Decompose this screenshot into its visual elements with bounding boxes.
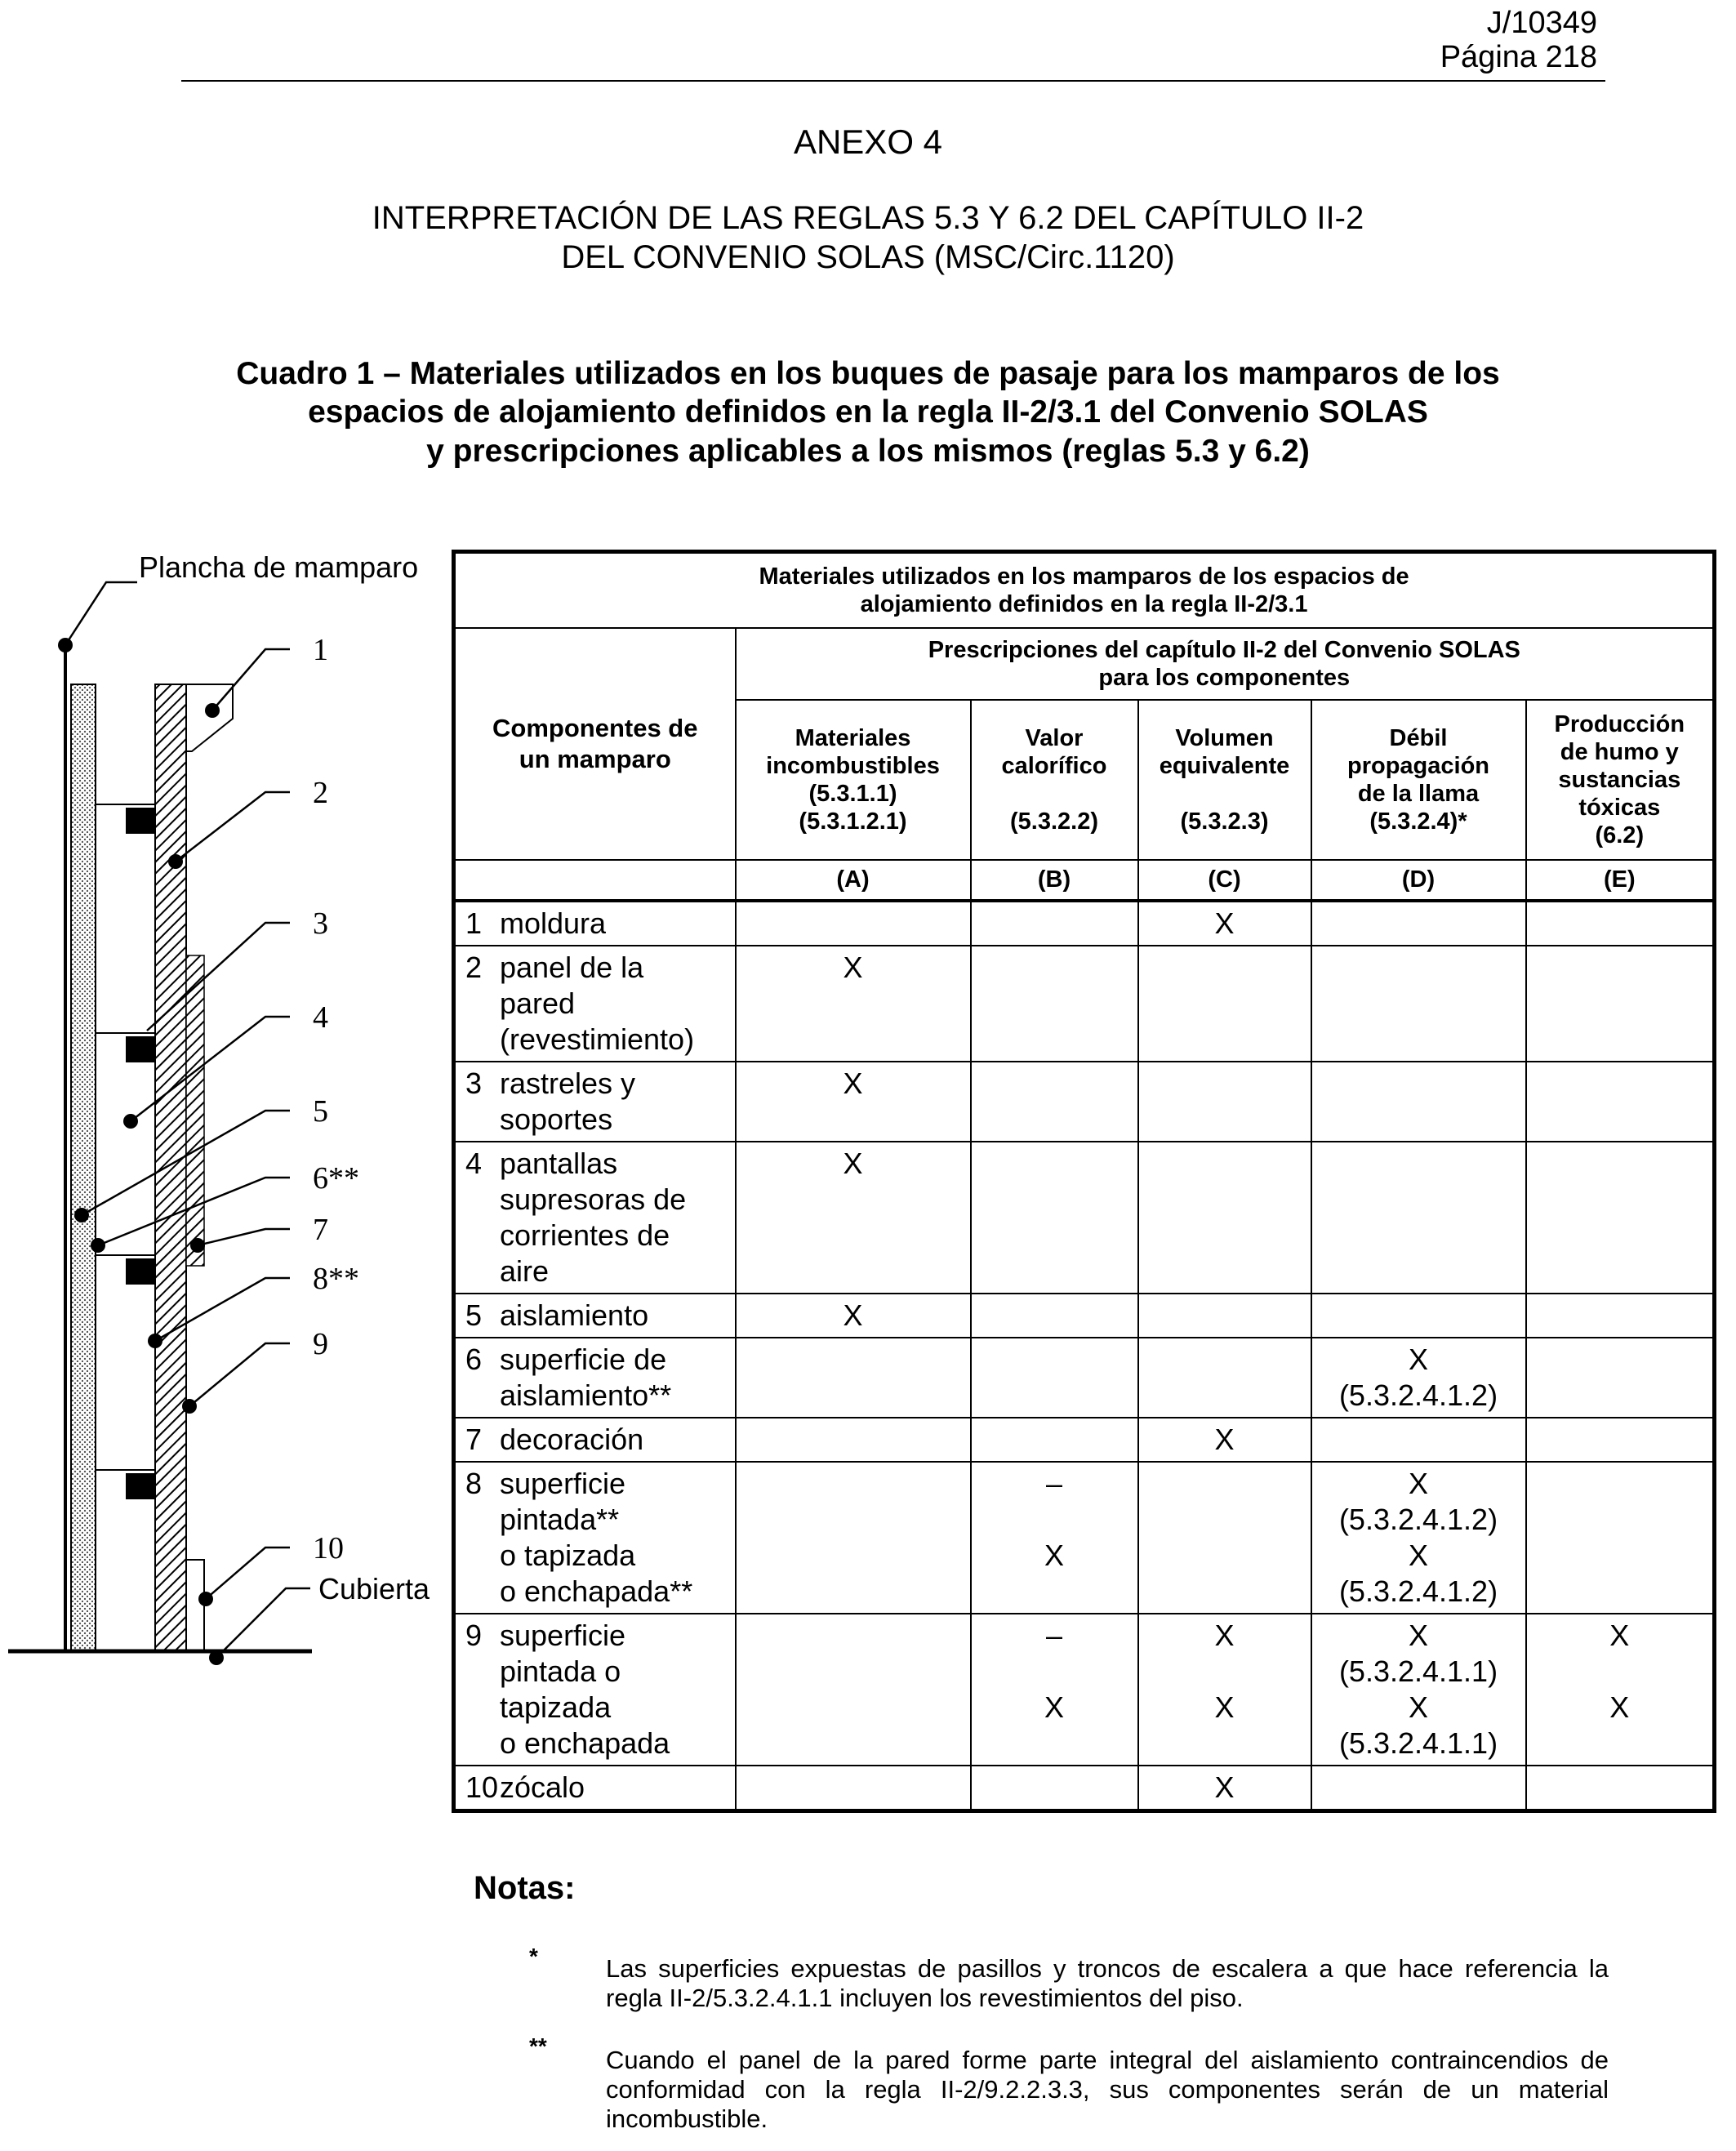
requirement-cell-d	[1311, 946, 1526, 1062]
requirement-mark: (5.3.2.4.1.2)	[1338, 1502, 1498, 1536]
component-text: pared	[500, 986, 576, 1020]
requirement-mark	[1139, 1654, 1311, 1690]
component-text: o tapizada	[500, 1538, 636, 1572]
requirement-mark: (5.3.2.4.1.1)	[1338, 1654, 1498, 1688]
requirement-cell-b	[971, 1338, 1138, 1418]
requirement-cell-c	[1138, 901, 1311, 946]
component-text: pintada**	[500, 1502, 620, 1536]
requirement-cell-d	[1311, 901, 1526, 946]
requirement-mark	[1527, 1654, 1713, 1690]
requirement-cell-c	[1138, 1062, 1311, 1142]
requirement-cell-e	[1526, 946, 1715, 1062]
requirement-cell-a	[736, 1462, 971, 1614]
requirement-cell-e	[1526, 1462, 1715, 1614]
note-2: Cuando el panel de la pared forme parte integral del aislamiento contraincendios de conformidad con la regla II-2/9.2.2.3.3, sus componentes serán de un material incombustible.	[606, 2046, 1609, 2133]
note-1-mark: *	[529, 1944, 538, 1969]
requirement-cell-a	[736, 1766, 971, 1811]
requirement-cell-b	[971, 1418, 1138, 1462]
requirement-mark	[1139, 1726, 1311, 1761]
column-letter-d: (D)	[1311, 860, 1526, 901]
component-text: tapizada	[500, 1690, 612, 1724]
table-row	[454, 946, 1715, 1062]
callout-9: 9	[313, 1327, 328, 1361]
requirement-cell-b	[971, 1062, 1138, 1142]
component-text: supresoras de	[500, 1182, 687, 1216]
annex-heading: ANEXO 4	[793, 122, 943, 161]
component-number: 3	[465, 1066, 483, 1100]
requirement-cell-b	[971, 1142, 1138, 1294]
requirement-cell-d	[1311, 1142, 1526, 1294]
requirement-mark: X	[1214, 1422, 1235, 1456]
note-1: Las superficies expuestas de pasillos y troncos de escalera a que hace referencia la regla II-2/5.3.2.4.1.1 incluyen los revestimientos del piso.	[606, 1954, 1609, 2012]
requirement-cell-c	[1138, 1462, 1311, 1614]
callout-4: 4	[313, 1000, 328, 1035]
note-2-mark: **	[529, 2033, 547, 2059]
component-number: 9	[465, 1618, 483, 1652]
table-row	[454, 1766, 1715, 1811]
requirement-mark	[972, 1574, 1137, 1610]
table-row	[454, 1062, 1715, 1142]
requirement-cell-a	[736, 1338, 971, 1418]
column-header-a: Materiales incombustibles (5.3.1.1) (5.3.1.2.1)	[736, 700, 971, 860]
column-letter-a: (A)	[736, 860, 971, 901]
component-label	[454, 1418, 736, 1462]
column-header-e: Producción de humo y sustancias tóxicas (6.2)	[1526, 700, 1715, 860]
component-text: superficie de	[500, 1342, 667, 1376]
document-reference: J/10349	[1486, 6, 1597, 40]
table-row	[454, 1294, 1715, 1338]
caption-line-1: Cuadro 1 – Materiales utilizados en los buques de pasaje para los mamparos de los	[236, 356, 1500, 391]
requirement-cell-e	[1526, 1294, 1715, 1338]
requirement-mark: X	[1214, 906, 1235, 940]
requirement-cell-b	[971, 1614, 1138, 1766]
component-text: aire	[500, 1254, 550, 1288]
requirement-cell-d	[1311, 1766, 1526, 1811]
table-row	[454, 1614, 1715, 1766]
component-text: aislamiento**	[500, 1378, 672, 1412]
requirement-cell-c	[1138, 1614, 1311, 1766]
callout-3: 3	[313, 906, 328, 941]
component-text: o enchapada	[500, 1726, 670, 1760]
requirement-cell-c	[1138, 946, 1311, 1062]
requirement-cell-a	[736, 901, 971, 946]
column-header-d: Débil propagación de la llama (5.3.2.4)*	[1311, 700, 1526, 860]
requirement-cell-a	[736, 1142, 971, 1294]
materials-table	[452, 550, 1716, 1813]
requirement-cell-a	[736, 1294, 971, 1338]
requirement-cell-e	[1526, 1418, 1715, 1462]
requirement-cell-b	[971, 1766, 1138, 1811]
callout-7: 7	[313, 1213, 328, 1247]
component-number: 10	[465, 1770, 499, 1804]
requirement-cell-d	[1311, 1614, 1526, 1766]
requirement-cell-d	[1311, 1294, 1526, 1338]
component-text: pintada o	[500, 1654, 621, 1688]
column-header-b: Valor calorífico (5.3.2.2)	[971, 700, 1138, 860]
column-letter-b: (B)	[971, 860, 1138, 901]
requirement-cell-a	[736, 1418, 971, 1462]
component-label	[454, 1462, 736, 1614]
requirement-cell-e	[1526, 1614, 1715, 1766]
component-text: superficie	[500, 1466, 626, 1500]
requirement-mark: –	[1045, 1618, 1063, 1652]
component-text: aislamiento	[500, 1298, 649, 1332]
component-label	[454, 1062, 736, 1142]
requirement-cell-a	[736, 946, 971, 1062]
component-text: pantallas	[500, 1146, 618, 1180]
component-text: superficie	[500, 1618, 626, 1652]
caption-line-3: y prescripciones aplicables a los mismos (reglas 5.3 y 6.2)	[426, 434, 1310, 469]
component-number: 7	[465, 1422, 483, 1456]
requirement-cell-b	[971, 901, 1138, 946]
component-label	[454, 946, 736, 1062]
requirement-mark: X	[1214, 1690, 1235, 1724]
caption-line-2: espacios de alojamiento definidos en la regla II-2/3.1 del Convenio SOLAS	[308, 394, 1428, 430]
requirement-cell-e	[1526, 1062, 1715, 1142]
requirement-mark: X	[1408, 1538, 1428, 1572]
component-number: 2	[465, 950, 483, 984]
callout-1: 1	[313, 633, 328, 667]
component-text: decoración	[500, 1422, 644, 1456]
callout-6: 6**	[313, 1161, 359, 1196]
component-label	[454, 1338, 736, 1418]
requirement-cell-d	[1311, 1418, 1526, 1462]
component-number: 1	[465, 906, 483, 940]
requirement-mark: X	[1214, 1618, 1235, 1652]
column-header-c: Volumen equivalente (5.3.2.3)	[1138, 700, 1311, 860]
callout-5: 5	[313, 1094, 328, 1129]
requirement-mark: X	[1408, 1618, 1428, 1652]
requirement-mark: X	[1408, 1690, 1428, 1724]
callout-2: 2	[313, 776, 328, 810]
component-text: rastreles y	[500, 1066, 636, 1100]
plate-label: Plancha de mamparo	[139, 550, 419, 584]
page-number: Página 218	[1440, 40, 1597, 74]
requirement-mark: X	[843, 1298, 863, 1332]
column-letter-c: (C)	[1138, 860, 1311, 901]
requirement-mark: X	[1609, 1618, 1630, 1652]
component-text: corrientes de	[500, 1218, 670, 1252]
table-row	[454, 1418, 1715, 1462]
requirement-mark: X	[1408, 1342, 1428, 1376]
component-label	[454, 901, 736, 946]
component-text: o enchapada**	[500, 1574, 693, 1608]
requirement-cell-e	[1526, 1766, 1715, 1811]
requirement-mark: X	[843, 950, 863, 984]
header-rule	[181, 80, 1605, 82]
requirement-cell-b	[971, 1294, 1138, 1338]
table-body	[454, 901, 1715, 1811]
table-row	[454, 1462, 1715, 1614]
callout-10: 10	[313, 1531, 344, 1565]
requirement-mark: X	[1408, 1466, 1428, 1500]
requirement-cell-d	[1311, 1338, 1526, 1418]
component-label	[454, 1294, 736, 1338]
requirement-cell-e	[1526, 1338, 1715, 1418]
component-label	[454, 1142, 736, 1294]
components-header: Componentes de un mamparo	[454, 628, 736, 860]
requirement-mark	[972, 1654, 1137, 1690]
component-text: panel de la	[500, 950, 644, 984]
component-text: zócalo	[500, 1770, 585, 1804]
requirement-cell-c	[1138, 1338, 1311, 1418]
requirement-cell-c	[1138, 1142, 1311, 1294]
component-number: 6	[465, 1342, 483, 1376]
requirement-mark: X	[1214, 1770, 1235, 1804]
requirement-cell-c	[1138, 1766, 1311, 1811]
requirement-cell-a	[736, 1062, 971, 1142]
component-number: 4	[465, 1146, 483, 1180]
requirement-mark	[1527, 1726, 1713, 1761]
requirement-mark: –	[1045, 1466, 1063, 1500]
title-line-2: DEL CONVENIO SOLAS (MSC/Circ.1120)	[561, 239, 1175, 275]
requirement-cell-b	[971, 1462, 1138, 1614]
component-number: 8	[465, 1466, 483, 1500]
component-text: soportes	[500, 1102, 613, 1136]
component-label	[454, 1614, 736, 1766]
requirement-mark	[972, 1726, 1137, 1761]
requirement-cell-c	[1138, 1418, 1311, 1462]
requirement-cell-d	[1311, 1462, 1526, 1614]
component-text: (revestimiento)	[500, 1022, 695, 1056]
component-number: 5	[465, 1298, 483, 1332]
table-row	[454, 1338, 1715, 1418]
table-row	[454, 1142, 1715, 1294]
requirement-mark: X	[1044, 1538, 1064, 1572]
requirement-mark: (5.3.2.4.1.2)	[1338, 1378, 1498, 1412]
requirement-cell-e	[1526, 1142, 1715, 1294]
requirement-cell-d	[1311, 1062, 1526, 1142]
requirement-cell-a	[736, 1614, 971, 1766]
table-top-header: Materiales utilizados en los mamparos de los espacios de alojamiento definidos en la regla II-2/3.1	[454, 552, 1715, 628]
bulkhead-diagram	[0, 539, 457, 1682]
requirement-mark	[972, 1502, 1137, 1538]
callout-8: 8**	[313, 1262, 359, 1296]
deck-label: Cubierta	[318, 1572, 430, 1605]
prescriptions-header: Prescripciones del capítulo II-2 del Convenio SOLAS para los componentes	[736, 628, 1715, 700]
component-text: moldura	[500, 906, 607, 940]
component-label	[454, 1766, 736, 1811]
requirement-mark: X	[1609, 1690, 1630, 1724]
table-row	[454, 901, 1715, 946]
requirement-mark: (5.3.2.4.1.1)	[1338, 1726, 1498, 1760]
requirement-mark: (5.3.2.4.1.2)	[1338, 1574, 1498, 1608]
column-letter-e: (E)	[1526, 860, 1715, 901]
title-line-1: INTERPRETACIÓN DE LAS REGLAS 5.3 Y 6.2 DEL CAPÍTULO II-2	[372, 200, 1364, 236]
requirement-mark: X	[843, 1066, 863, 1100]
requirement-mark: X	[1044, 1690, 1064, 1724]
requirement-cell-b	[971, 946, 1138, 1062]
requirement-cell-e	[1526, 901, 1715, 946]
requirement-mark: X	[843, 1146, 863, 1180]
requirement-cell-c	[1138, 1294, 1311, 1338]
notes-title: Notas:	[474, 1870, 576, 1906]
